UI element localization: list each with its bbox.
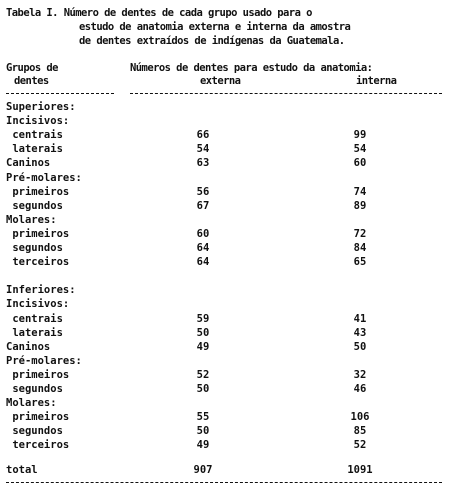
table-cell-interna: 54 <box>353 143 367 156</box>
table-cell-interna: 60 <box>353 157 367 170</box>
table-cell-externa: 55 <box>196 411 210 424</box>
table-row-label: primeiros <box>6 185 70 198</box>
header-interna: interna <box>356 75 397 87</box>
table-row-label: primeiros <box>6 411 70 424</box>
table-row-label: centrais <box>6 312 63 325</box>
table-row-label: segundos <box>6 242 63 254</box>
table-cell-externa: 52 <box>196 368 210 381</box>
table-title-line-2: estudo de anatomia externa e interna da amostra <box>79 21 351 33</box>
table-cell-externa: 50 <box>196 326 210 339</box>
table-row-label: segundos <box>6 425 63 438</box>
table-row-label: laterais <box>6 326 63 339</box>
table-cell-interna: 41 <box>353 312 367 325</box>
table-row-label: terceiros <box>6 256 70 269</box>
table-cell-externa: 50 <box>196 425 210 438</box>
table-row-label: segundos <box>6 383 63 395</box>
table-cell-externa: 66 <box>196 129 210 142</box>
table-title-line-1: Tabela I. Número de dentes de cada grupo usado para o <box>6 7 312 19</box>
table-row-label: Caninos <box>6 157 51 170</box>
table-row-label: centrais <box>6 129 63 142</box>
table-cell-interna: 65 <box>353 256 367 269</box>
table-cell-externa: 64 <box>196 242 210 254</box>
table-row-label: Superiores: <box>6 101 76 113</box>
header-dentes-label: dentes <box>14 75 49 87</box>
table-row-label: Pré-molares: <box>6 171 82 184</box>
table-cell-externa: 60 <box>196 227 210 240</box>
table-cell-interna: 72 <box>353 227 367 240</box>
table-cell-interna: 85 <box>353 425 367 438</box>
table-cell-externa: 59 <box>196 312 210 325</box>
table-cell-interna: 84 <box>353 242 367 254</box>
total-externa: 907 <box>193 464 213 476</box>
table-cell-interna: 32 <box>353 368 367 381</box>
table-cell-externa: 56 <box>196 185 210 198</box>
table-cell-interna: 99 <box>353 129 367 142</box>
table-cell-interna: 89 <box>353 199 367 212</box>
table-row-label: Molares: <box>6 213 57 226</box>
table-row-label: segundos <box>6 199 63 212</box>
table-cell-interna: 52 <box>353 439 367 452</box>
header-numbers-title: Números de dentes para estudo da anatomia: <box>130 62 373 74</box>
table-row-label: primeiros <box>6 368 70 381</box>
table-cell-externa: 49 <box>196 439 210 452</box>
table-cell-interna: 74 <box>353 185 367 198</box>
table-row-label: Pré-molares: <box>6 354 82 367</box>
table-row-label: primeiros <box>6 227 70 240</box>
table-cell-externa: 67 <box>196 199 210 212</box>
header-groups-label: Grupos de <box>6 62 58 74</box>
header-rule-left <box>6 93 114 94</box>
table-cell-externa: 63 <box>196 157 210 170</box>
table-cell-externa: 49 <box>196 340 210 353</box>
table-cell-interna: 46 <box>353 383 367 395</box>
table-cell-interna: 43 <box>353 326 367 339</box>
table-row-label: Caninos <box>6 340 51 353</box>
total-label: total <box>6 464 38 476</box>
header-externa: externa <box>200 75 241 87</box>
table-cell-externa: 50 <box>196 383 210 395</box>
table-cell-interna: 106 <box>350 411 370 424</box>
table-row-label: laterais <box>6 143 63 156</box>
table-row-label: Incisivos: <box>6 298 70 311</box>
table-cell-interna: 50 <box>353 340 367 353</box>
table-row-label: Incisivos: <box>6 115 70 128</box>
table-title-line-3: de dentes extraídos de indígenas da Guatemala. <box>79 35 345 47</box>
table-cell-externa: 64 <box>196 256 210 269</box>
table-row-label: Molares: <box>6 397 57 410</box>
table-cell-externa: 54 <box>196 143 210 156</box>
bottom-rule <box>6 482 442 483</box>
header-rule-right <box>130 93 442 94</box>
total-interna: 1091 <box>347 464 373 476</box>
table-row-label: terceiros <box>6 439 70 452</box>
table-row-label: Inferiores: <box>6 284 76 297</box>
